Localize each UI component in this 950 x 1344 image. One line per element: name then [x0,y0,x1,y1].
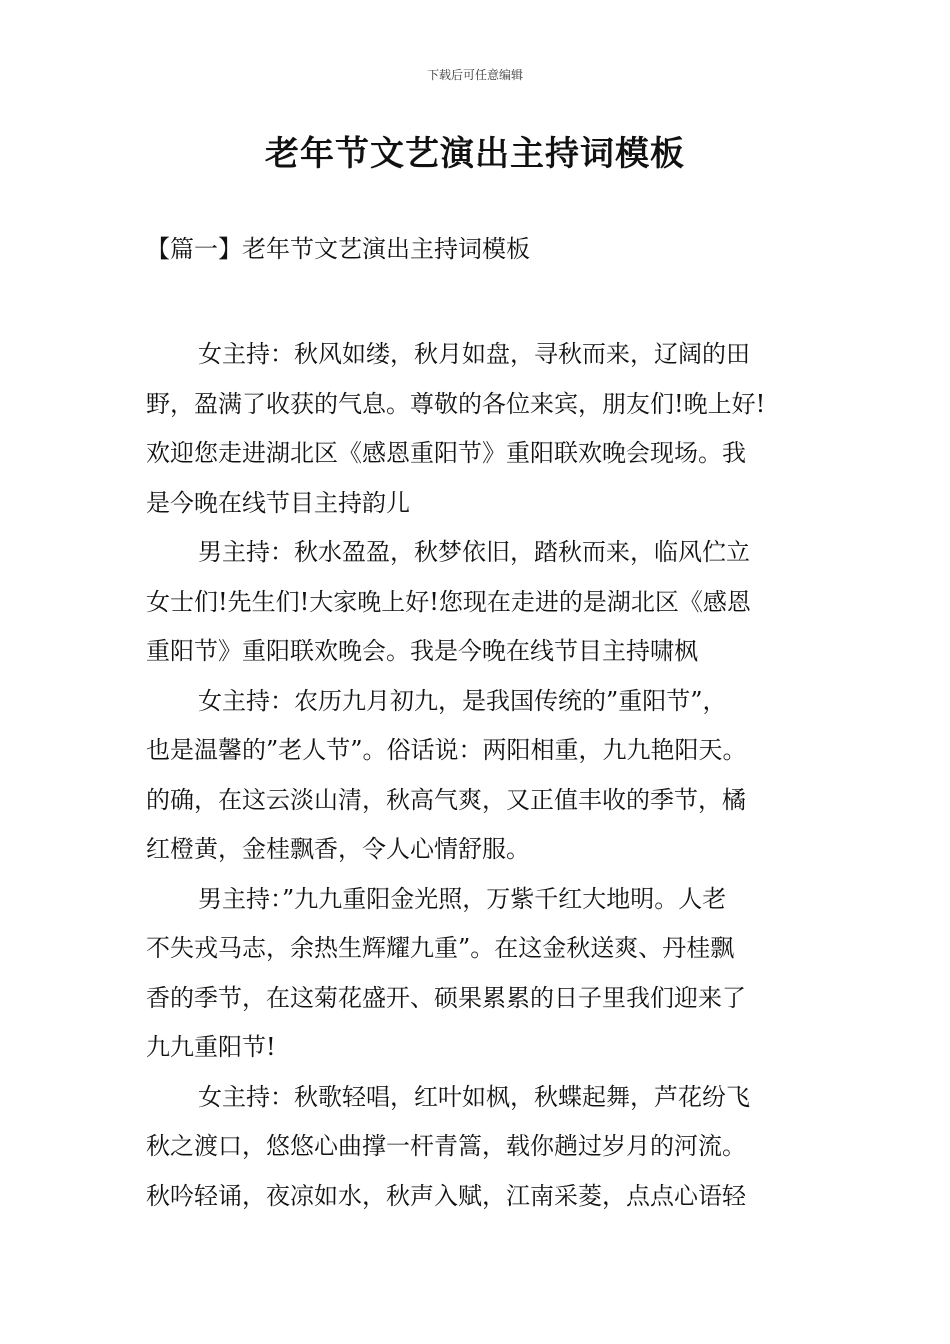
paragraph-line: 欢迎您走进湖北区《感恩重阳节》重阳联欢晚会现场。我 [146,439,746,467]
paragraph-line: 九九重阳节! [146,1033,276,1061]
section-heading: 【篇一】老年节文艺演出主持词模板 [146,235,530,263]
paragraph-line: 是今晚在线节目主持韵儿 [146,488,410,517]
paragraph-line: 野，盈满了收获的气息。尊敬的各位来宾，朋友们!晚上好! [146,389,766,418]
header-note: 下载后可任意编辑 [426,68,523,82]
paragraph-line: 重阳节》重阳联欢晚会。我是今晚在线节目主持啸枫 [146,637,698,665]
paragraph-line: 男主持：”九九重阳金光照，万紫千红大地明。人老 [198,884,727,913]
paragraph-line: 女士们!先生们!大家晚上好!您现在走进的是湖北区《感恩 [146,587,751,616]
paragraph-line: 红橙黄，金桂飘香，令人心情舒服。 [146,835,530,863]
paragraph-line: 女主持：农历九月初九，是我国传统的”重阳节”， [198,686,727,715]
paragraph-line: 也是温馨的”老人节”。俗话说：两阳相重，九九艳阳天。 [146,736,747,764]
paragraph-line: 秋之渡口，悠悠心曲撑一杆青篙，载你趟过岁月的河流。 [146,1132,746,1160]
paragraph-line: 男主持：秋水盈盈，秋梦依旧，踏秋而来，临风伫立 [198,538,750,566]
paragraph-line: 不失戎马志，余热生辉耀九重”。在这金秋送爽、丹桂飘 [146,934,735,962]
paragraph-line: 的确，在这云淡山清，秋高气爽，又正值丰收的季节，橘 [146,785,746,814]
document-title: 老年节文艺演出主持词模板 [265,134,685,174]
paragraph-line: 香的季节，在这菊花盛开、硕果累累的日子里我们迎来了 [146,983,746,1012]
paragraph-line: 女主持：秋歌轻唱，红叶如枫，秋蝶起舞，芦花纷飞 [198,1082,750,1111]
paragraph-line: 女主持：秋风如缕，秋月如盘，寻秋而来，辽阔的田 [198,340,750,368]
paragraph-line: 秋吟轻诵，夜凉如水，秋声入赋，江南采菱，点点心语轻 [146,1181,746,1210]
body-text [146,330,826,1221]
